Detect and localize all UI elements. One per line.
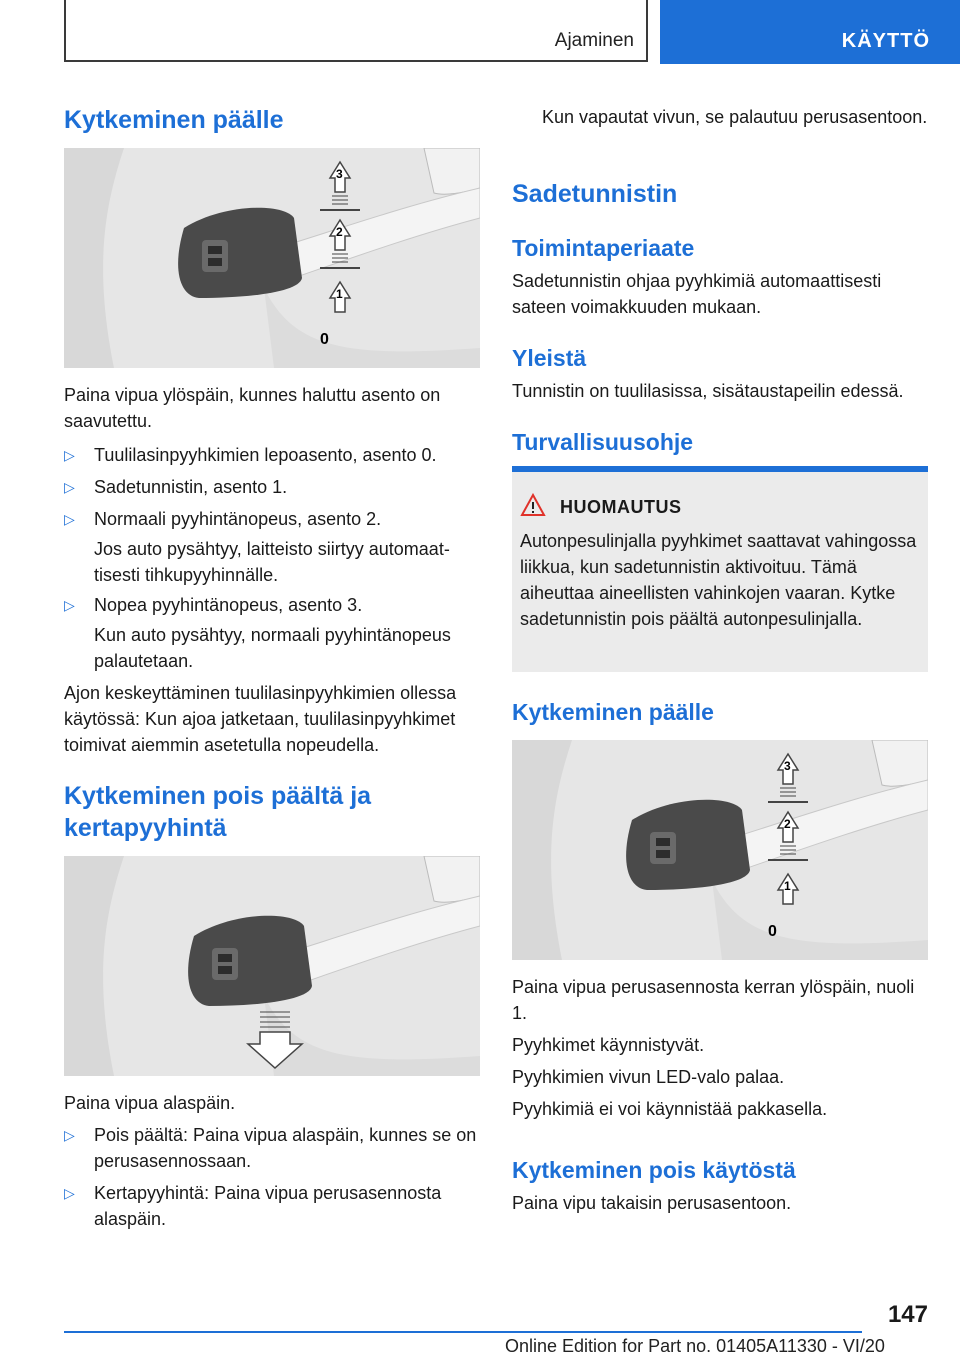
header-section-title: Ajaminen bbox=[554, 30, 634, 51]
heading-switch-off: Kytkeminen pois päältä ja kertapyyhintä bbox=[64, 782, 372, 842]
warning-triangle-icon bbox=[520, 493, 546, 517]
text-release: Kun vapautat vivun, se palautuu perusasentoon. bbox=[542, 107, 928, 127]
figure-wiper-lever-up bbox=[64, 148, 480, 368]
triangle-bullet-icon: ▷ bbox=[64, 597, 75, 613]
list-item-sub: Kun auto pysähtyy, normaali pyyhintänopeus palautetaan. bbox=[94, 625, 451, 671]
heading-disable: Kytkeminen pois käytöstä bbox=[512, 1157, 796, 1183]
fig2-label-0: 0 bbox=[768, 923, 777, 940]
footer-edition: Online Edition for Part no. 01405A11330 - VI/20 bbox=[505, 1336, 885, 1356]
note-title: HUOMAUTUS bbox=[560, 497, 682, 517]
heading-switch-on-2: Kytkeminen päälle bbox=[512, 699, 714, 725]
heading-general: Yleistä bbox=[512, 345, 587, 371]
triangle-bullet-icon: ▷ bbox=[64, 1185, 75, 1201]
list-item-sub: Jos auto pysähtyy, laitteisto siirtyy automaattisesti tihkupyyhinnälle. bbox=[94, 539, 450, 585]
figure-wiper-lever-up-2 bbox=[512, 740, 928, 960]
text-wipers-start: Pyyhkimet käynnistyvät. bbox=[512, 1035, 705, 1055]
wiper-lever-illustration-2 bbox=[512, 740, 928, 960]
fig1-label-1: 1 bbox=[336, 287, 343, 301]
text-principle: Sadetunnistin ohjaa pyyhkimiä automaattisesti sateen voimakkuuden mukaan. bbox=[512, 271, 882, 317]
heading-safety: Turvallisuusohje bbox=[512, 429, 694, 455]
footer-divider bbox=[64, 1331, 862, 1333]
fig1-label-3: 3 bbox=[336, 167, 343, 181]
text-general: Tunnistin on tuulilasissa, sisätaustapeilin edessä. bbox=[512, 381, 904, 401]
fig1-label-0: 0 bbox=[320, 331, 329, 348]
fig2-label-2: 2 bbox=[784, 817, 791, 831]
header-chapter-title: KÄYTTÖ bbox=[841, 30, 930, 52]
text-push-once: Paina vipua perusasennosta kerran ylöspäin, nuoli 1. bbox=[512, 977, 915, 1023]
text-push-down: Paina vipua alaspäin. bbox=[64, 1093, 236, 1113]
fig2-label-1: 1 bbox=[784, 879, 791, 893]
wiper-lever-down-illustration bbox=[64, 856, 480, 1076]
heading-rain-sensor: Sadetunnistin bbox=[512, 180, 678, 208]
triangle-bullet-icon: ▷ bbox=[64, 447, 75, 463]
text-frost: Pyyhkimiä ei voi käynnistää pakkasella. bbox=[512, 1099, 828, 1119]
text-led-on: Pyyhkimien vivun LED-valo palaa. bbox=[512, 1067, 785, 1087]
fig2-label-3: 3 bbox=[784, 759, 791, 773]
page-number: 147 bbox=[887, 1301, 928, 1328]
header-section-box bbox=[64, 0, 648, 62]
triangle-bullet-icon: ▷ bbox=[64, 511, 75, 527]
triangle-bullet-icon: ▷ bbox=[64, 1127, 75, 1143]
wiper-lever-illustration bbox=[64, 148, 480, 368]
heading-switch-on: Kytkeminen päälle bbox=[64, 106, 284, 134]
text-push-back: Paina vipu takaisin perusasentoon. bbox=[512, 1193, 792, 1213]
note-body: Autonpesulinjalla pyyhkimet saattavat vahingossa liikkua, kun sadetunnistin aktivoituu. Tämä aiheuttaa aineellisten vahinkojen vaaran. Kytke sadetunnistin pois päältä autonpesulinjalla. bbox=[520, 531, 917, 629]
text-push-up: Paina vipua ylöspäin, kunnes haluttu asento on saavutettu. bbox=[64, 385, 441, 431]
header-chapter-tab[interactable] bbox=[660, 0, 960, 64]
heading-principle: Toimintaperiaate bbox=[512, 235, 695, 261]
text-interrupt: Ajon keskeyttäminen tuulilasinpyyhkimien ollessa käytössä: Kun ajoa jatketaan, tuulilasinpyyhkimet toimivat aiemmin asetetulla nopeudella. bbox=[64, 683, 457, 755]
figure-wiper-lever-down bbox=[64, 856, 480, 1076]
fig1-label-2: 2 bbox=[336, 225, 343, 239]
triangle-bullet-icon: ▷ bbox=[64, 479, 75, 495]
